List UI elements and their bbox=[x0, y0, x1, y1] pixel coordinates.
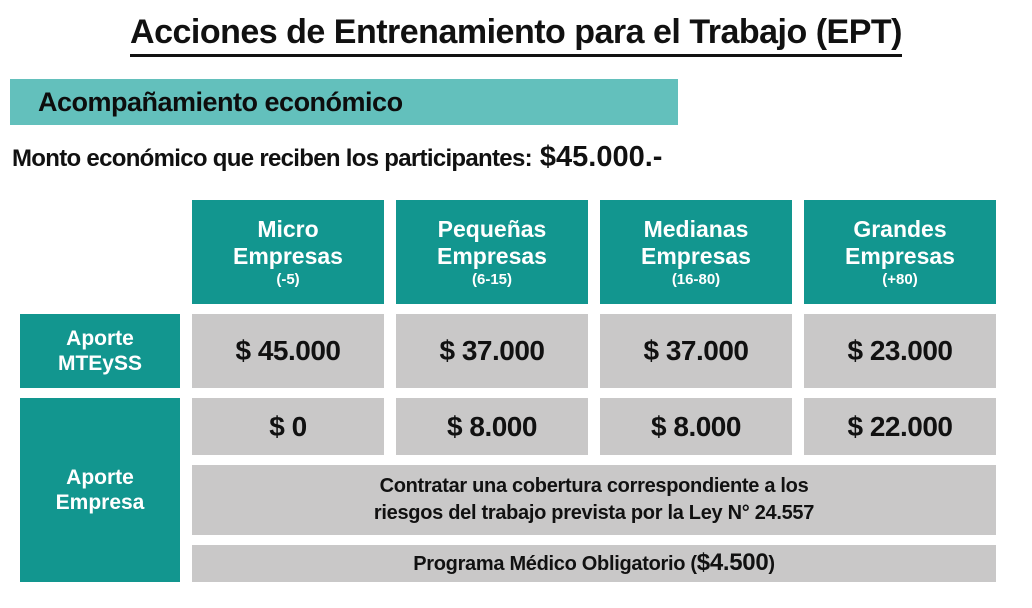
value-empresa-pequenas: $ 8.000 bbox=[396, 398, 588, 455]
column-header-range: (6-15) bbox=[471, 270, 512, 288]
column-header-line2: Empresas bbox=[233, 242, 343, 269]
column-header-range: (+80) bbox=[882, 270, 918, 288]
medical-program-prefix: Programa Médico Obligatorio ( bbox=[413, 553, 697, 575]
row-label-aporte-empresa bbox=[20, 398, 180, 582]
row-label-line1: Aporte bbox=[66, 327, 134, 350]
section-banner bbox=[10, 79, 678, 125]
column-header-line1: Medianas bbox=[643, 215, 749, 242]
intro-label: Monto económico que reciben los participantes: bbox=[12, 145, 532, 172]
medical-program-suffix: ) bbox=[768, 553, 775, 575]
coverage-note-line2: riesgos del trabajo prevista por la Ley N° 24.557 bbox=[373, 502, 815, 524]
medical-program-amount: $4.500 bbox=[696, 549, 769, 576]
column-header-pequenas-empresas bbox=[396, 200, 588, 304]
column-header-line1: Micro bbox=[257, 215, 319, 242]
medical-program-note bbox=[192, 545, 996, 582]
intro-amount: $45.000.- bbox=[539, 141, 663, 173]
value-empresa-micro: $ 0 bbox=[192, 398, 384, 455]
column-header-line1: Pequeñas bbox=[437, 215, 547, 242]
value-mteyss-micro: $ 45.000 bbox=[192, 314, 384, 388]
column-header-micro-empresas bbox=[192, 200, 384, 304]
row-label-line2: MTEySS bbox=[57, 352, 143, 375]
column-header-line1: Grandes bbox=[853, 215, 947, 242]
column-header-line2: Empresas bbox=[437, 242, 547, 269]
section-banner-label: Acompañamiento económico bbox=[38, 86, 403, 117]
value-empresa-grandes: $ 22.000 bbox=[804, 398, 996, 455]
intro-line bbox=[12, 141, 1032, 174]
row-label-line2: Empresa bbox=[55, 491, 145, 514]
value-mteyss-medianas: $ 37.000 bbox=[600, 314, 792, 388]
column-header-range: (16-80) bbox=[671, 270, 721, 288]
value-mteyss-grandes: $ 23.000 bbox=[804, 314, 996, 388]
aportes-table bbox=[20, 200, 996, 582]
column-header-medianas-empresas bbox=[600, 200, 792, 304]
coverage-note bbox=[192, 465, 996, 535]
row-label-aporte-mteyss bbox=[20, 314, 180, 388]
page-title bbox=[16, 12, 1016, 52]
column-header-line2: Empresas bbox=[641, 242, 751, 269]
page-title-text: Acciones de Entrenamiento para el Trabajo (EPT) bbox=[130, 13, 902, 57]
medical-program-note-text bbox=[413, 549, 775, 578]
value-empresa-medianas: $ 8.000 bbox=[600, 398, 792, 455]
value-mteyss-pequenas: $ 37.000 bbox=[396, 314, 588, 388]
column-header-grandes-empresas bbox=[804, 200, 996, 304]
column-header-line2: Empresas bbox=[845, 242, 955, 269]
coverage-note-line1: Contratar una cobertura correspondiente a los bbox=[379, 475, 809, 497]
column-header-range: (-5) bbox=[276, 270, 300, 288]
row-label-line1: Aporte bbox=[66, 466, 134, 489]
